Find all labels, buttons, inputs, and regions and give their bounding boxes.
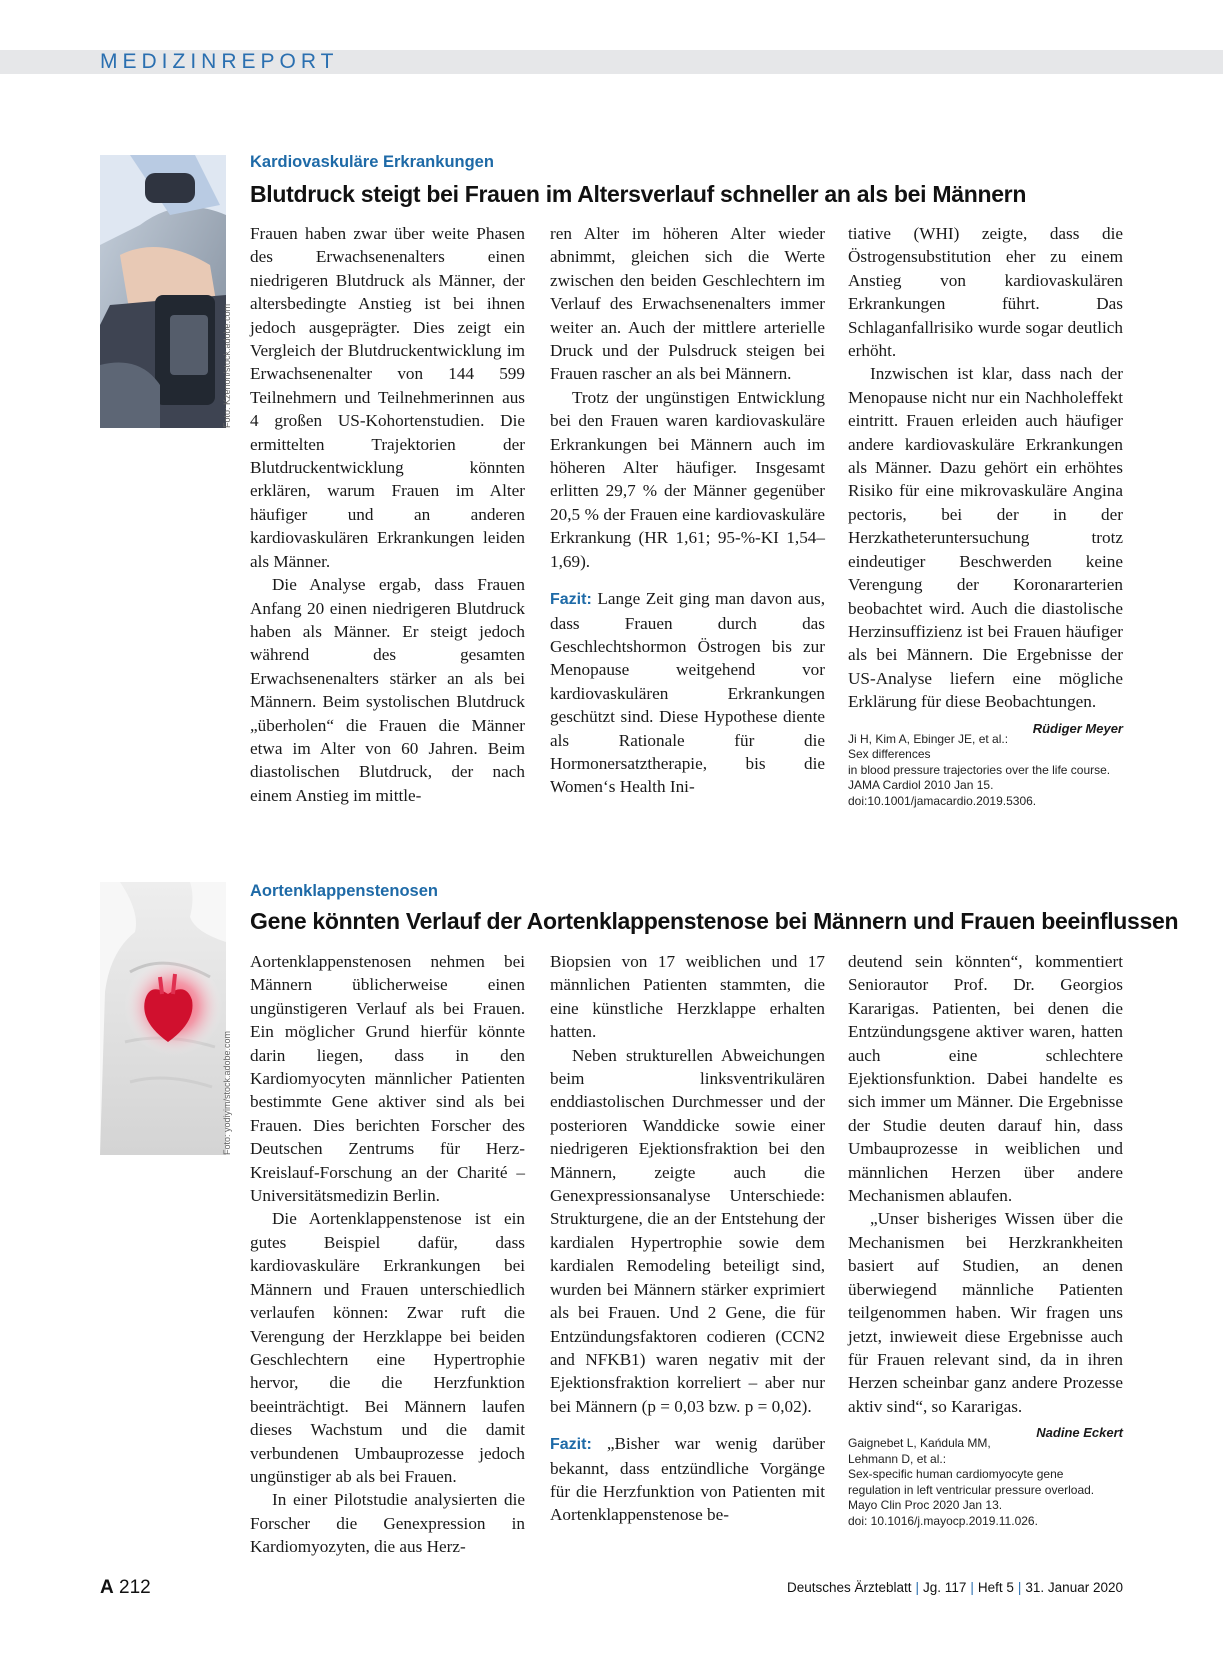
paragraph: Inzwischen ist klar, dass nach der Menopause nicht nur ein Nachholeffekt eintritt. Frauen erleiden auch häufiger andere kardiovaskuläre Erkrankungen als Männer. Dazu gehört ein erhöhtes Risiko für eine mikrovaskuläre Angina pectoris, bei der in der Herzkatheteruntersuchung trotz eindeutiger Beschwerden keine Verengung der Koronararterien beobachtet wird. Auch die diastolische Herzinsuffizienz ist bei Frauen häufiger als bei Männern. Die Ergebnisse der US-Analyse liefern eine mögliche Erklärung für diese Beobachtungen. Rüdiger Meyer: [848, 362, 1123, 713]
paragraph: Aortenklappenstenosen nehmen bei Männern üblicherweise einen ungünstigeren Verlauf als bei Frauen. Ein möglicher Grund hierfür könnte darin liegen, dass in den Kardiomyocyten männlicher Patienten bestimmte Gene aktiver sind als bei Frauen. Dies berichten Forscher des Deutschen Zentrums für Herz-Kreislauf-Forschung an der Charité – Universitätsmedizin Berlin.: [250, 952, 525, 1206]
fazit-paragraph: [550, 587, 825, 799]
paragraph: Die Aortenklappenstenose ist ein gutes Beispiel dafür, dass kardiovaskuläre Erkrankungen bei Männern und Frauen unterschiedlich verlaufen können: Zwar ruft die Verengung der Herzklappe bei beiden Geschlechtern eine Hypertrophie hervor, die die Herzfunktion beeinträchtigt. Bei Männern laufen dieses Wachstum und die damit verbundenen Umbauprozesse jedoch ungünstiger ab als bei Frauen.: [250, 1209, 525, 1486]
article-column-2: [550, 222, 825, 799]
reference: Gaignebet L, Kańdula MM, Lehmann D, et al.: Sex-specific human cardiomyocyte gene regulation in left ventricular pressure overload. Mayo Clin Proc 2020 Jan 13. doi: 10.1016/j.mayocp.2019.11.026.: [848, 1436, 1095, 1528]
article-kicker: Aortenklappenstenosen: [250, 882, 438, 900]
paragraph: Neben strukturellen Abweichungen beim linksventrikulären enddiastolischen Durchmesser und der posterioren Wanddicke sowie einer niedrigeren Ejektionsfraktion bei den Männern, zeigte auch die Genexpressionsanalyse Unterschiede: Strukturgene, die an der Entstehung der kardialen Hypertrophie sowie dem kardialen Remodeling beteiligt sind, wurden bei Männern stärker exprimiert als bei Frauen. Und 2 Gene, die für Entzündungsfaktoren codieren (CCN2 and NFKB1) waren negativ mit der Ejektionsfraktion korreliert – aber nur bei Männern (p = 0,03 bzw. p = 0,02).: [550, 1045, 825, 1416]
section-label: MEDIZINREPORT: [100, 50, 339, 73]
paragraph: Frauen haben zwar über weite Phasen des Erwachsenenalters einen niedrigeren Blutdruck als Männer, der altersbedingte Anstieg ist bei ihnen jedoch ausgeprägter. Dies zeigt ein Vergleich der Blutdruckentwicklung im Erwachsenenalter von 144 599 Teilnehmern und Teilnehmerinnen aus 4 großen US-Kohortenstudien. Die ermittelten Trajektorien der Blutdruckentwicklung könnten erklären, warum Frauen im Alter häufiger und an anderen kardiovaskulären Erkrankungen leiden als Männer.: [250, 224, 525, 571]
paragraph: „Unser bisheriges Wissen über die Mechanismen bei Herzkrankheiten basiert auf Studien, an denen überwiegend männliche Patienten teilgenommen haben. Wir fragen uns jetzt, inwieweit diese Ergebnisse auch für Frauen relevant sind, da in ihren Herzen scheinbar ganz andere Prozesse aktiv sind“, so Kararigas. Nadine Eckert: [848, 1207, 1123, 1418]
paragraph: tiative (WHI) zeigte, dass die Östrogensubstitution eher zu einem Anstieg von kardiovaskulären Erkrankungen führt. Das Schlaganfallrisiko wurde sogar deutlich erhöht.: [848, 224, 1123, 361]
journal-date: 31. Januar 2020: [1025, 1580, 1123, 1595]
journal-issue: Heft 5: [977, 1580, 1014, 1595]
paragraph: Biopsien von 17 weiblichen und 17 männlichen Patienten stammten, die eine künstliche Herzklappe erhalten hatten.: [550, 952, 825, 1042]
author-name: Rüdiger Meyer: [1032, 720, 1123, 736]
paragraph: Die Analyse ergab, dass Frauen Anfang 20 einen niedrigeren Blutdruck haben als Männer. Er steigt jedoch während des gesamten Erwachsenenalters stärker an als bei Männern. Beim systolischen Blutdruck „überholen“ die Frauen die Männer etwa im Alter von 60 Jahren. Beim diastolischen Blutdruck, der nach einem Anstieg im mittle-: [250, 575, 525, 805]
article-kicker: Kardiovaskuläre Erkrankungen: [250, 153, 494, 171]
article-column-1: [250, 950, 525, 1559]
fazit-paragraph: [550, 1432, 825, 1527]
page-number: A 212: [100, 1577, 151, 1598]
journal-volume: Jg. 117: [923, 1580, 967, 1595]
fazit-text: Lange Zeit ging man davon aus, dass Frauen durch das Geschlechtshormon Östrogen bis zur Menopause weitgehend vor kardiovaskulären Erkrankungen geschützt sind. Diese Hypothese diente als Rationale für die Hormonersatztherapie, bis die Women‘s Health Ini-: [550, 589, 825, 797]
article-headline: Blutdruck steigt bei Frauen im Altersverlauf schneller an als bei Männern: [250, 181, 1027, 207]
paragraph: In einer Pilotstudie analysierten die Forscher die Genexpression in Kardiomyozyten, die aus Herz-: [250, 1490, 525, 1557]
reference: Ji H, Kim A, Ebinger JE, et al.: Sex differences in blood pressure trajectories over the life course. JAMA Cardiol 2010 Jan 15. doi:10.1001/jamacardio.2019.5306.: [848, 731, 1111, 808]
journal-name: Deutsches Ärzteblatt: [786, 1580, 912, 1595]
fazit-label: Fazit:: [550, 1436, 592, 1454]
article-column-3: [848, 222, 1123, 809]
article-column-3: [848, 950, 1123, 1529]
photo-credit: Foto: yodiyim/stock.adobe.com: [222, 1030, 232, 1155]
article-column-2: [550, 950, 825, 1527]
blood-pressure-photo: [100, 155, 226, 428]
article-headline: Gene könnten Verlauf der Aortenklappenstenose bei Männern und Frauen beeinflussen: [250, 908, 1179, 934]
photo-credit: Foto: Kzenon/stock.adobe.com: [222, 303, 232, 428]
paragraph: ren Alter im höheren Alter wieder abnimmt, gleichen sich die Werte zwischen den beiden Geschlechtern im Verlauf des Erwachsenenalters immer weiter an. Auch der mittlere arterielle Druck und der Pulsdruck steigen bei Frauen rascher an als bei Männern.: [550, 224, 825, 384]
heart-illustration: [100, 882, 226, 1155]
author-name: Nadine Eckert: [1036, 1425, 1123, 1441]
paragraph: deutend sein könnten“, kommentiert Seniorautor Prof. Dr. Georgios Kararigas. Patienten, bei denen die Entzündungsgene aktiver waren, hatten auch eine schlechtere Ejektionsfunktion. Dabei handelte es sich immer um Männer. Die Ergebnisse der Studie deuten darauf hin, dass Umbauprozesse in weiblichen und männlichen Herzen über andere Mechanismen ablaufen.: [848, 952, 1123, 1206]
journal-info: Deutsches Ärzteblatt | Jg. 117 | Heft 5 | 31. Januar 2020: [786, 1580, 1123, 1595]
paragraph: Trotz der ungünstigen Entwicklung bei den Frauen waren kardiovaskuläre Erkrankungen bei Männern auch im höheren Alter häufiger. Insgesamt erlitten 29,7 % der Männer gegenüber 20,5 % der Frauen eine kardiovaskuläre Erkrankung (HR 1,61; 95-%-KI 1,54–1,69).: [550, 387, 825, 571]
article-column-1: [250, 222, 525, 807]
fazit-label: Fazit:: [550, 591, 592, 609]
fazit-text: „Bisher war wenig darüber bekannt, dass entzündliche Vorgänge für die Herzfunktion von Patienten mit Aortenklappenstenose be-: [550, 1434, 825, 1525]
